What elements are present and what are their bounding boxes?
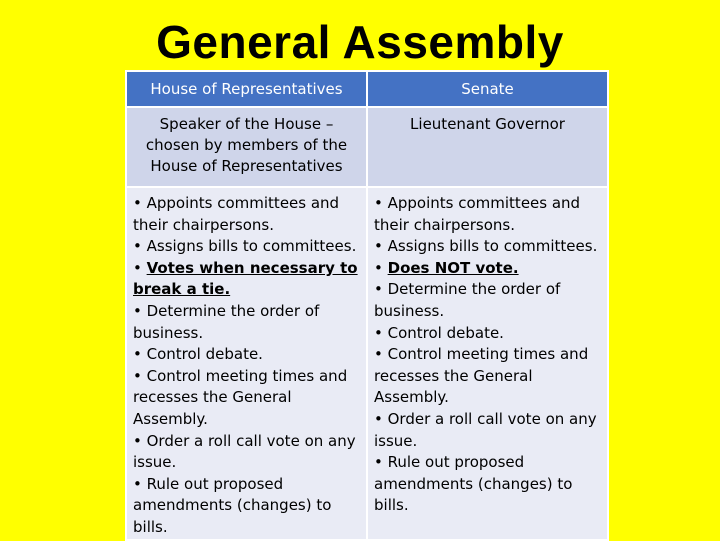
list-item: • Determine the order of business. [133, 301, 320, 342]
comparison-table [125, 70, 607, 536]
powers-row [126, 187, 608, 540]
house-leader: Speaker of the House – chosen by members of the House of Representatives [126, 107, 367, 187]
bullet-prefix: • [133, 258, 147, 277]
emphasized-text: Does NOT vote. [387, 258, 519, 277]
presiding-officer-row [126, 107, 608, 187]
list-item: • Order a roll call vote on any issue. [133, 431, 356, 472]
list-item: • Determine the order of business. [374, 280, 561, 320]
list-item: • Rule out proposed amendments (changes) to bills. [133, 474, 332, 536]
list-item: • Control meeting times and recesses the General Assembly. [133, 366, 348, 428]
emphasized-text: Votes when necessary to break a tie. [133, 258, 358, 299]
list-item: • Control debate. [374, 323, 504, 342]
senate-powers-cell [367, 187, 608, 540]
list-item: • Control debate. [133, 345, 263, 364]
house-powers-list [133, 193, 362, 539]
header-senate: Senate [367, 71, 608, 107]
list-item: • Order a roll call vote on any issue. [374, 409, 597, 450]
senate-leader: Lieutenant Governor [367, 107, 608, 187]
bullet-prefix: • [374, 258, 388, 277]
table-header-row [126, 71, 608, 107]
assembly-table [125, 70, 609, 541]
list-item [133, 258, 362, 301]
list-item [374, 258, 603, 280]
list-item: • Appoints committees and their chairpersons. [374, 194, 581, 234]
list-item: • Control meeting times and recesses the General Assembly. [374, 345, 589, 407]
senate-powers-list [374, 193, 603, 517]
list-item: • Appoints committees and their chairpersons. [133, 194, 340, 234]
house-powers-cell [126, 187, 367, 540]
list-item: • Assigns bills to committees. [374, 237, 598, 256]
slide-title: General Assembly [156, 16, 564, 68]
header-house: House of Representatives [126, 71, 367, 107]
list-item: • Assigns bills to committees. [133, 237, 357, 256]
list-item: • Rule out proposed amendments (changes) to bills. [374, 453, 573, 515]
